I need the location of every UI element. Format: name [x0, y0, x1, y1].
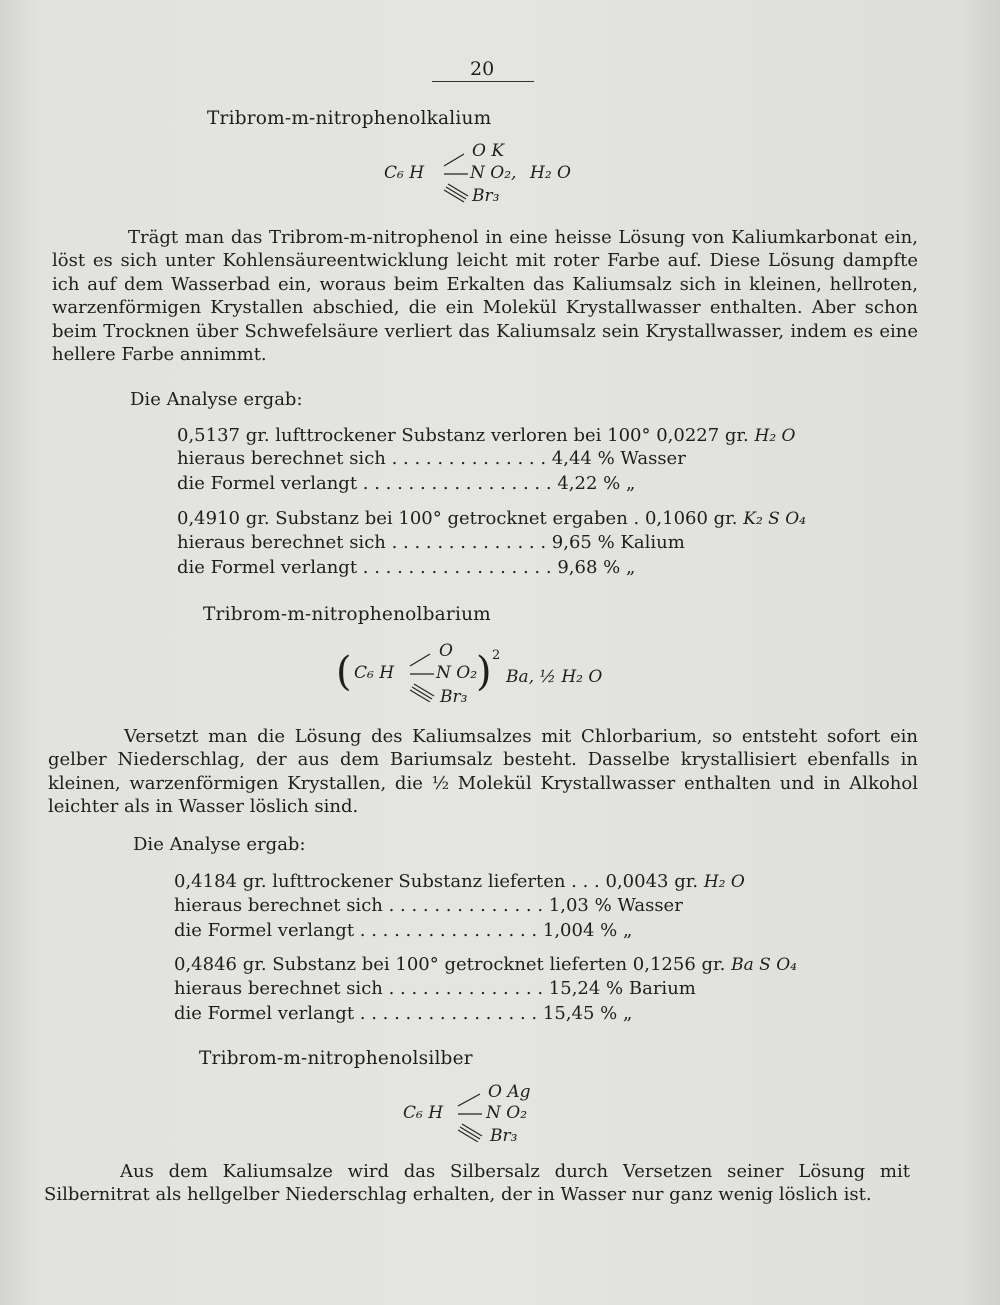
page-number: 20 [470, 58, 495, 80]
open-paren: ( [336, 649, 352, 695]
analysis-row: die Formel verlangt . . . . . . . . . . . . . . . . . 9,68 % „ [177, 557, 636, 578]
paragraph-silber: Aus dem Kaliumsalze wird das Silbersalz durch Versetzen seiner Lösung mit Silbernitrat als hellgelber Niederschlag erhalten, der in Wasser nur ganz wenig löslich ist. [44, 1161, 910, 1206]
formula-exponent: 2 [492, 648, 501, 663]
formula-mid: N O₂ [486, 1103, 528, 1123]
analysis-row: die Formel verlangt . . . . . . . . . . . . . . . . 15,45 % „ [174, 1003, 633, 1024]
formula-top: O K [472, 141, 505, 161]
paragraph-kalium: Trägt man das Tribrom-m-nitrophenol in eine heisse Lösung von Kaliumkarbonat ein, löst es sich unter Kohlensäureentwicklung leicht mit roter Farbe auf. Diese Lösung dampfte ich auf dem Wasserbad ein, woraus beim Erkalten das Kaliumsalz sich in kleinen, hellroten, warzenförmigen Krystallen abschied, die ein Molekül Krystallwasser enthalten. Aber schon beim Trocknen über Schwefelsäure verliert das Kaliumsalz sein Krystallwasser, indem es eine hellere Farbe annimmt. [52, 227, 918, 366]
analysis-row: die Formel verlangt . . . . . . . . . . . . . . . . . 4,22 % „ [177, 473, 636, 494]
formula-core: C₆ H [403, 1103, 444, 1123]
formula-bottom: Br₃ [472, 186, 500, 206]
formula-core: C₆ H [354, 663, 395, 683]
analysis-row: hieraus berechnet sich . . . . . . . . . . . . . . 15,24 % Barium [174, 978, 696, 999]
formula-top: O [439, 641, 453, 661]
formula-mid: N O₂, [470, 163, 517, 183]
analysis-row: 0,4184 gr. lufttrockener Substanz lieferten . . . 0,0043 gr. H₂ O [174, 871, 745, 892]
analysis-row: hieraus berechnet sich . . . . . . . . . . . . . . 4,44 % Wasser [177, 448, 686, 469]
analysis-row: 0,4910 gr. Substanz bei 100° getrocknet ergaben . 0,1060 gr. K₂ S O₄ [177, 508, 806, 529]
analysis-row: 0,5137 gr. lufttrockener Substanz verloren bei 100° 0,0227 gr. H₂ O [177, 425, 796, 446]
heading-kalium: Tribrom-m-nitrophenolkalium [207, 108, 492, 129]
close-paren: ) [476, 649, 492, 695]
formula-bottom: Br₃ [490, 1126, 518, 1146]
analysis-row: 0,4846 gr. Substanz bei 100° getrocknet lieferten 0,1256 gr. Ba S O₄ [174, 954, 797, 975]
heading-barium: Tribrom-m-nitrophenolbarium [203, 604, 491, 625]
analysis-row: die Formel verlangt . . . . . . . . . . . . . . . . 1,004 % „ [174, 920, 633, 941]
page-number-rule [432, 81, 534, 82]
analysis-row: hieraus berechnet sich . . . . . . . . . . . . . . 1,03 % Wasser [174, 895, 683, 916]
formula-mid: N O₂ [436, 663, 478, 683]
analysis-row: hieraus berechnet sich . . . . . . . . . . . . . . 9,65 % Kalium [177, 532, 685, 553]
heading-silber: Tribrom-m-nitrophenolsilber [199, 1048, 473, 1069]
formula-extra: H₂ O [530, 163, 571, 183]
formula-core: C₆ H [384, 163, 425, 183]
paragraph-barium: Versetzt man die Lösung des Kaliumsalzes mit Chlorbarium, so entsteht sofort ein gelber Niederschlag, der aus dem Bariumsalz besteht. Dasselbe krystallisiert ebenfalls in kleinen, warzenförmigen Krystallen, die ½ Molekül Krystallwasser enthalten und in Alkohol leichter als in Wasser löslich sind. [48, 726, 918, 818]
analysis-intro: Die Analyse ergab: [133, 834, 306, 855]
analysis-intro: Die Analyse ergab: [130, 389, 303, 410]
formula-top: O Ag [488, 1082, 531, 1102]
formula-extra: Ba, ½ H₂ O [506, 667, 603, 687]
formula-bottom: Br₃ [440, 687, 468, 707]
